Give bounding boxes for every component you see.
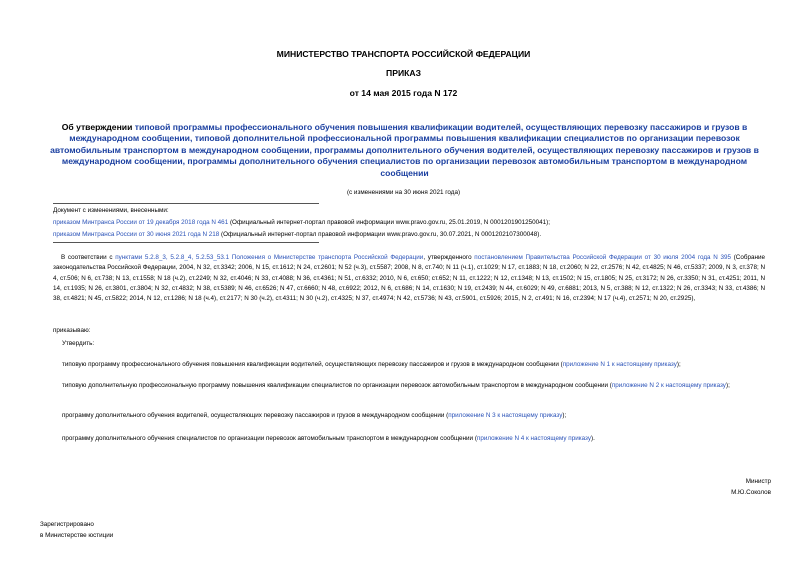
approval-item-text: типовую программу профессионального обучения повышения квалификации водителей, осуществляющих перевозку пассажиров и грузов в международном сообщении ( bbox=[62, 361, 563, 368]
approval-item-end: ). bbox=[591, 435, 595, 442]
ministry-heading: МИНИСТЕРСТВО ТРАНСПОРТА РОССИЙСКОЙ ФЕДЕРАЦИИ bbox=[276, 49, 531, 59]
approval-item-end: ); bbox=[676, 361, 681, 368]
amendment-item bbox=[53, 218, 773, 227]
approval-item-end: ); bbox=[562, 412, 567, 419]
approval-item-end: ); bbox=[725, 382, 730, 389]
preamble-link-regulation[interactable]: пунктами 5.2.8_3, 5.2.8_4, 5.2.53_53.1 Положения о Министерстве транспорта Российской Федерации bbox=[115, 254, 424, 261]
amendment-item bbox=[53, 230, 773, 239]
preamble-mid: , утвержденного bbox=[423, 254, 475, 261]
amendments-block bbox=[53, 206, 773, 239]
appendix-link[interactable]: приложение N 4 к настоящему приказу bbox=[476, 435, 592, 442]
appendix-link[interactable]: приложение N 2 к настоящему приказу bbox=[611, 382, 726, 389]
registration-line2: в Министерстве юстиции bbox=[40, 532, 114, 539]
preamble-paragraph bbox=[53, 253, 765, 304]
appendix-link[interactable]: приложение N 3 к настоящему приказу bbox=[448, 412, 563, 419]
preamble-rest: (Собрание законодательства Российской Федерации, 2004, N 32, ст.3342; 2006, N 15, ст.1612; N 24, ст.2601; N 52 (ч.3), ст.5587; 2008, N 8, ст.740; N 11 (ч.1), ст.1029; N 17, ст.1883; N 18, ст.2060; N 22, ст.2576; N 42, ст.4825; N 46, ст.5337; 2009, N 3, ст.378; N 4, ст.506; N 6, ст.738; N 13, ст.1558; N 18 (ч.2), ст.2249; N 32, ст.4046; N 33, ст.4088; N 36, ст.4361; N 51, ст.6332; 2010, N 6, ст.650; ст.652; N 11, ст.1222; N 12, ст.1348; N 13, ст.1502; N 15, ст.1805; N 25, ст.3172; N 26, ст.3350; N 31, ст.4251; 2011, N 14, ст.1935; N 26, ст.3801, ст.3804; N 32, ст.4832; N 38, ст.5389; N 46, ст.6526; N 47, ст.6660; N 48, ст.6922; 2012, N 6, ст.686; N 14, ст.1630; N 19, ст.2439; N 44, ст.6029; N 49, ст.6881; 2013, N 5, ст.388; N 12, ст.1322; N 26, ст.3343; N 33, ст.4386; N 38, ст.4821; N 45, ст.5822; 2014, N 12, ст.1286; N 18 (ч.4), ст.2177; N 30 (ч.2), ст.4311; N 30 (ч.2), ст.4325; N 37, ст.4974; N 42, ст.5736; N 43, ст.5901, ст.5926; 2015, N 2, ст.491; N 16, ст.2394; N 17 (ч.4), ст.2571; N 20, ст.2925), bbox=[53, 254, 765, 303]
signature-block bbox=[731, 477, 771, 497]
approval-item bbox=[53, 381, 765, 391]
amendment-text: (Официальный интернет-портал правовой информации www.pravo.gov.ru, 25.01.2019, N 0001201901250041); bbox=[228, 219, 550, 226]
appendix-link[interactable]: приложение N 1 к настоящему приказу bbox=[562, 361, 677, 368]
approval-item-text: программу дополнительного обучения специалистов по организации перевозок автомобильным транспортом в международном сообщении ( bbox=[62, 435, 477, 442]
signatory-role: Министр bbox=[745, 478, 771, 485]
title-prefix: Об утверждении bbox=[61, 122, 135, 132]
approval-item bbox=[62, 360, 765, 370]
approval-item bbox=[62, 411, 765, 421]
amendment-text: (Официальный интернет-портал правовой информации www.pravo.gov.ru, 30.07.2021, N 0001202107300048). bbox=[219, 231, 542, 238]
doc-type-heading: ПРИКАЗ bbox=[386, 68, 421, 78]
document-title bbox=[38, 122, 771, 179]
preamble-start: В соответствии с bbox=[61, 254, 116, 261]
approval-item-text: программу дополнительного обучения водителей, осуществляющих перевозку пассажиров и грузов в международном сообщении ( bbox=[62, 412, 449, 419]
signatory-name: М.Ю.Соколов bbox=[731, 489, 771, 496]
amendments-intro: Документ с изменениями, внесенными: bbox=[53, 207, 169, 214]
registration-block bbox=[40, 520, 113, 540]
divider-bottom bbox=[53, 242, 319, 243]
amendment-link[interactable]: приказом Минтранса России от 30 июня 2021 года N 218 bbox=[53, 231, 220, 238]
changes-note: (с изменениями на 30 июня 2021 года) bbox=[346, 189, 461, 196]
order-word: приказываю: bbox=[53, 327, 91, 334]
doc-date-heading: от 14 мая 2015 года N 172 bbox=[349, 88, 458, 98]
approval-item-text: типовую дополнительную профессиональную программу повышения квалификации специалистов по организации перевозок автомобильным транспортом в международном сообщении ( bbox=[62, 382, 612, 389]
registration-line1: Зарегистрировано bbox=[40, 521, 94, 528]
amendment-link[interactable]: приказом Минтранса России от 19 декабря 2018 года N 461 bbox=[53, 219, 229, 226]
approval-item bbox=[62, 434, 765, 444]
preamble-link-decree[interactable]: постановлением Правительства Российской Федерации от 30 июля 2004 года N 395 bbox=[474, 254, 732, 261]
divider-top bbox=[53, 203, 319, 204]
title-link[interactable]: типовой программы профессионального обучения повышения квалификации водителей, осуществляющих перевозку пассажиров и грузов в международном сообщении, типовой дополнительной профессиональной программы повышения квалификации специалистов по организации перевозок автомобильным транспортом в международном сообщении, программы дополнительного обучения водителей, осуществляющих перевозку пассажиров и грузов в международном сообщении, программы дополнительного обучения специалистов по организации перевозок автомобильным транспортом в международном сообщении bbox=[50, 122, 759, 178]
approve-word: Утвердить: bbox=[62, 340, 95, 347]
